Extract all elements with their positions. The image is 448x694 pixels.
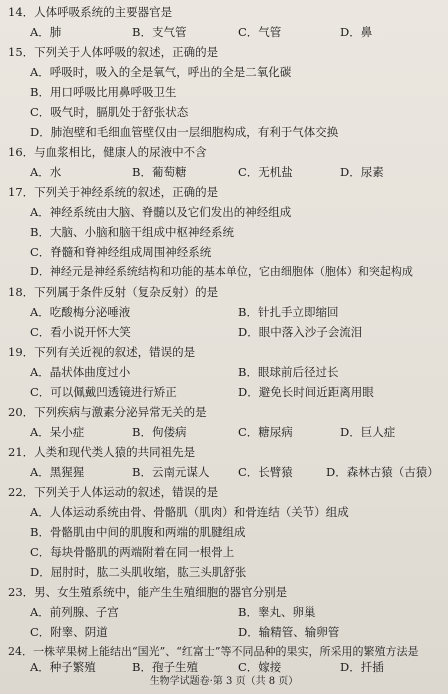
q16-option-a: A．水 [30,165,62,179]
q18-option-a: A．吃酸梅分泌唾液 [30,305,131,319]
q19-option-b: B．眼球前后径过长 [238,365,339,379]
q14-option-a: A．肺 [30,25,62,39]
q23-option-d: D．输精管、输卵管 [238,625,340,639]
q15-option-a: A．呼吸时，吸入的全是氧气，呼出的全是二氧化碳 [30,65,292,79]
q24-option-b: B．孢子生殖 [132,660,198,674]
q24-option-c: C．嫁接 [238,660,282,674]
q15-stem: 15．下列关于人体呼吸的叙述，正确的是 [8,45,219,59]
q16-stem: 16．与血浆相比，健康人的尿液中不含 [8,145,207,159]
q21-option-d: D．森林古猿（古猿） [326,465,439,479]
q17-option-b: B．大脑、小脑和脑干组成中枢神经系统 [30,225,234,239]
q20-stem: 20．下列疾病与激素分泌异常无关的是 [8,405,207,419]
q20-option-a: A．呆小症 [30,425,85,439]
q22-option-b: B．骨骼肌由中间的肌腹和两端的肌腱组成 [30,525,246,539]
q17-stem: 17．下列关于神经系统的叙述，正确的是 [8,185,219,199]
q23-option-c: C．附睾、阴道 [30,625,108,639]
q17-option-c: C．脊髓和脊神经组成周围神经系统 [30,245,212,259]
q19-option-c: C．可以佩戴凹透镜进行矫正 [30,385,177,399]
q24-stem: 24．一株苹果树上能结出“国光”、“红富士”等不同品种的果实，所采用的繁殖方法是 [8,645,419,658]
q17-option-d: D．神经元是神经系统结构和功能的基本单位，它由细胞体（胞体）和突起构成 [30,265,413,278]
q14-option-b: B．支气管 [132,25,187,39]
q15-option-c: C．吸气时，膈肌处于舒张状态 [30,105,189,119]
q14-option-c: C．气管 [238,25,282,39]
q16-option-b: B．葡萄糖 [132,165,187,179]
q21-option-b: B．云南元谋人 [132,465,210,479]
q24-option-d: D．扦插 [340,660,384,674]
q22-option-d: D．屈肘时，肱二头肌收缩，肱三头肌舒张 [30,565,247,579]
q20-option-c: C．糖尿病 [238,425,293,439]
q16-option-c: C．无机盐 [238,165,293,179]
q15-option-d: D．肺泡壁和毛细血管壁仅由一层细胞构成，有利于气体交换 [30,125,339,139]
q18-stem: 18．下列属于条件反射（复杂反射）的是 [8,285,219,299]
q22-option-c: C．每块骨骼肌的两端附着在同一根骨上 [30,545,235,559]
page-footer: 生物学试题卷·第 3 页（共 8 页） [149,676,299,687]
q20-option-b: B．佝偻病 [132,425,187,439]
q18-option-c: C．看小说开怀大笑 [30,325,131,339]
q20-option-d: D．巨人症 [340,425,396,439]
q14-option-d: D．鼻 [340,25,373,39]
q23-option-a: A．前列腺、子宫 [30,605,119,619]
q18-option-d: D．眼中落入沙子会流泪 [238,325,363,339]
q21-option-c: C．长臂猿 [238,465,293,479]
q19-option-a: A．晶状体曲度过小 [30,365,131,379]
q16-option-d: D．尿素 [340,165,384,179]
q23-stem: 23．男、女生殖系统中，能产生生殖细胞的器官分别是 [8,585,288,599]
q22-stem: 22．下列关于人体运动的叙述，错误的是 [8,485,219,499]
q22-option-a: A．人体运动系统由骨、骨骼肌（肌肉）和骨连结（关节）组成 [30,505,349,519]
q21-stem: 21．人类和现代类人猿的共同祖先是 [8,445,196,459]
q19-stem: 19．下列有关近视的叙述，错误的是 [8,345,196,359]
q14-stem: 14．人体呼吸系统的主要器官是 [8,5,173,19]
q24-option-a: A．种子繁殖 [30,660,96,674]
q19-option-d: D．避免长时间近距离用眼 [238,385,374,399]
q18-option-b: B．针扎手立即缩回 [238,305,339,319]
q15-option-b: B．用口呼吸比用鼻呼吸卫生 [30,85,177,99]
q21-option-a: A．黑猩猩 [30,465,85,479]
q23-option-b: B．睾丸、卵巢 [238,605,316,619]
q17-option-a: A．神经系统由大脑、脊髓以及它们发出的神经组成 [30,205,292,219]
